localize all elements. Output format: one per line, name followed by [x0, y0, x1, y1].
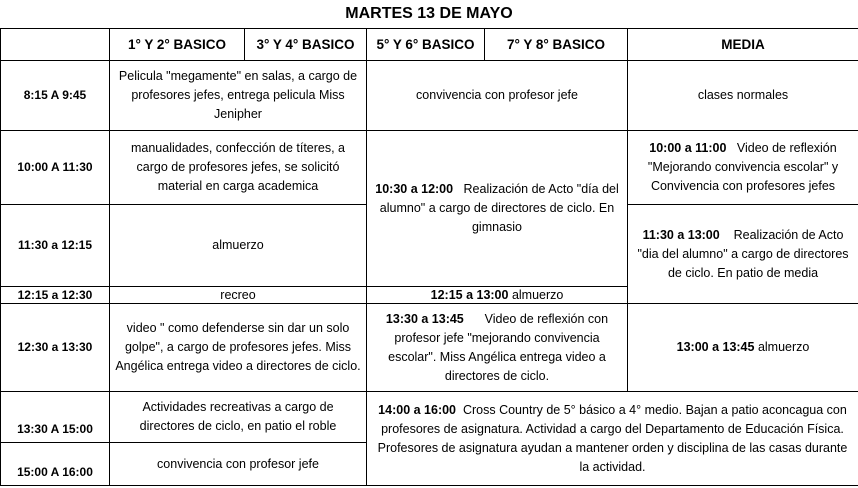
table-row — [1, 131, 858, 205]
table-row — [1, 61, 858, 131]
activity-text: Video de reflexión "Mejorando convivencia escolar" y Convivencia con profesores jefes — [647, 141, 839, 193]
basic-5-8-cell: convivencia con profesor jefe — [367, 61, 628, 131]
basic-5-8-cell — [367, 304, 628, 392]
basic-1-4-cell: convivencia con profesor jefe — [110, 443, 367, 486]
basic-1-4-cell: video " como defenderse sin dar un solo golpe", a cargo de profesores jefes. Miss Angélica entrega video a directores de ciclo. — [110, 304, 367, 392]
activity-time: 10:30 a 12:00 — [375, 182, 454, 196]
media-cell: clases normales — [628, 61, 858, 131]
time-cell: 13:30 A 15:00 — [1, 392, 110, 443]
basic-1-4-cell: Actividades recreativas a cargo de directores de ciclo, en patio el roble — [110, 392, 367, 443]
basic-1-4-cell: recreo — [110, 287, 367, 304]
activity-text: Realización de Acto "día del alumno" a cargo de directores de ciclo. En gimnasio — [379, 182, 619, 234]
media-cell — [628, 131, 858, 205]
header-media: MEDIA — [628, 29, 858, 61]
page-title: MARTES 13 DE MAYO — [345, 5, 513, 22]
activity-text: Realización de Acto "dia del alumno" a cargo de directores de ciclo. En patio de media — [637, 227, 849, 280]
schedule-table — [0, 28, 858, 486]
activity-time: 11:30 a 13:00 — [642, 227, 720, 242]
header-7-8-basico: 7° Y 8° BASICO — [485, 29, 628, 61]
basic-5-8-cell — [367, 287, 628, 304]
table-row — [1, 304, 858, 392]
media-cell — [628, 304, 858, 392]
header-1-2-basico: 1° Y 2° BASICO — [110, 29, 245, 61]
time-cell: 15:00 A 16:00 — [1, 443, 110, 486]
activity-time: 13:00 a 13:45 — [676, 340, 755, 354]
basic-1-4-cell: manualidades, confección de títeres, a cargo de profesores jefes, se solicitó material en carga academica — [110, 131, 367, 205]
basic-1-4-cell: almuerzo — [110, 205, 367, 287]
basic-5-8-acto-cell — [367, 131, 628, 287]
activity-time: 14:00 a 16:00 — [378, 402, 457, 417]
header-blank — [1, 29, 110, 61]
activity-time: 13:30 a 13:45 — [385, 311, 464, 326]
header-3-4-basico: 3° Y 4° BASICO — [245, 29, 367, 61]
activity-text: Video de reflexión con profesor jefe "mejorando convivencia escolar". Miss Angélica entrega video a directores de ciclo. — [388, 311, 609, 383]
time-cell: 8:15 A 9:45 — [1, 61, 110, 131]
cross-country-cell — [367, 392, 858, 486]
time-cell: 12:30 a 13:30 — [1, 304, 110, 392]
basic-1-4-cell: Pelicula "megamente" en salas, a cargo de profesores jefes, entrega pelicula Miss Jenipher — [110, 61, 367, 131]
time-cell: 11:30 a 12:15 — [1, 205, 110, 287]
table-row — [1, 392, 858, 443]
header-row — [1, 29, 858, 61]
activity-text: almuerzo — [757, 340, 810, 354]
activity-text: Cross Country de 5° básico a 4° medio. Bajan a patio aconcagua con profesores de asignatura. Actividad a cargo del Departamento de Educación Física. Profesores de asignatura ayudan a mantener orden y disciplina de las casas durante la actividad. — [377, 402, 848, 474]
media-acto-cell — [628, 205, 858, 304]
time-cell: 10:00 A 11:30 — [1, 131, 110, 205]
activity-text: almuerzo — [511, 287, 564, 302]
activity-time: 12:15 a 13:00 — [430, 287, 509, 302]
header-5-6-basico: 5° Y 6° BASICO — [367, 29, 485, 61]
time-cell: 12:15 a 12:30 — [1, 287, 110, 304]
activity-time: 10:00 a 11:00 — [649, 141, 727, 155]
